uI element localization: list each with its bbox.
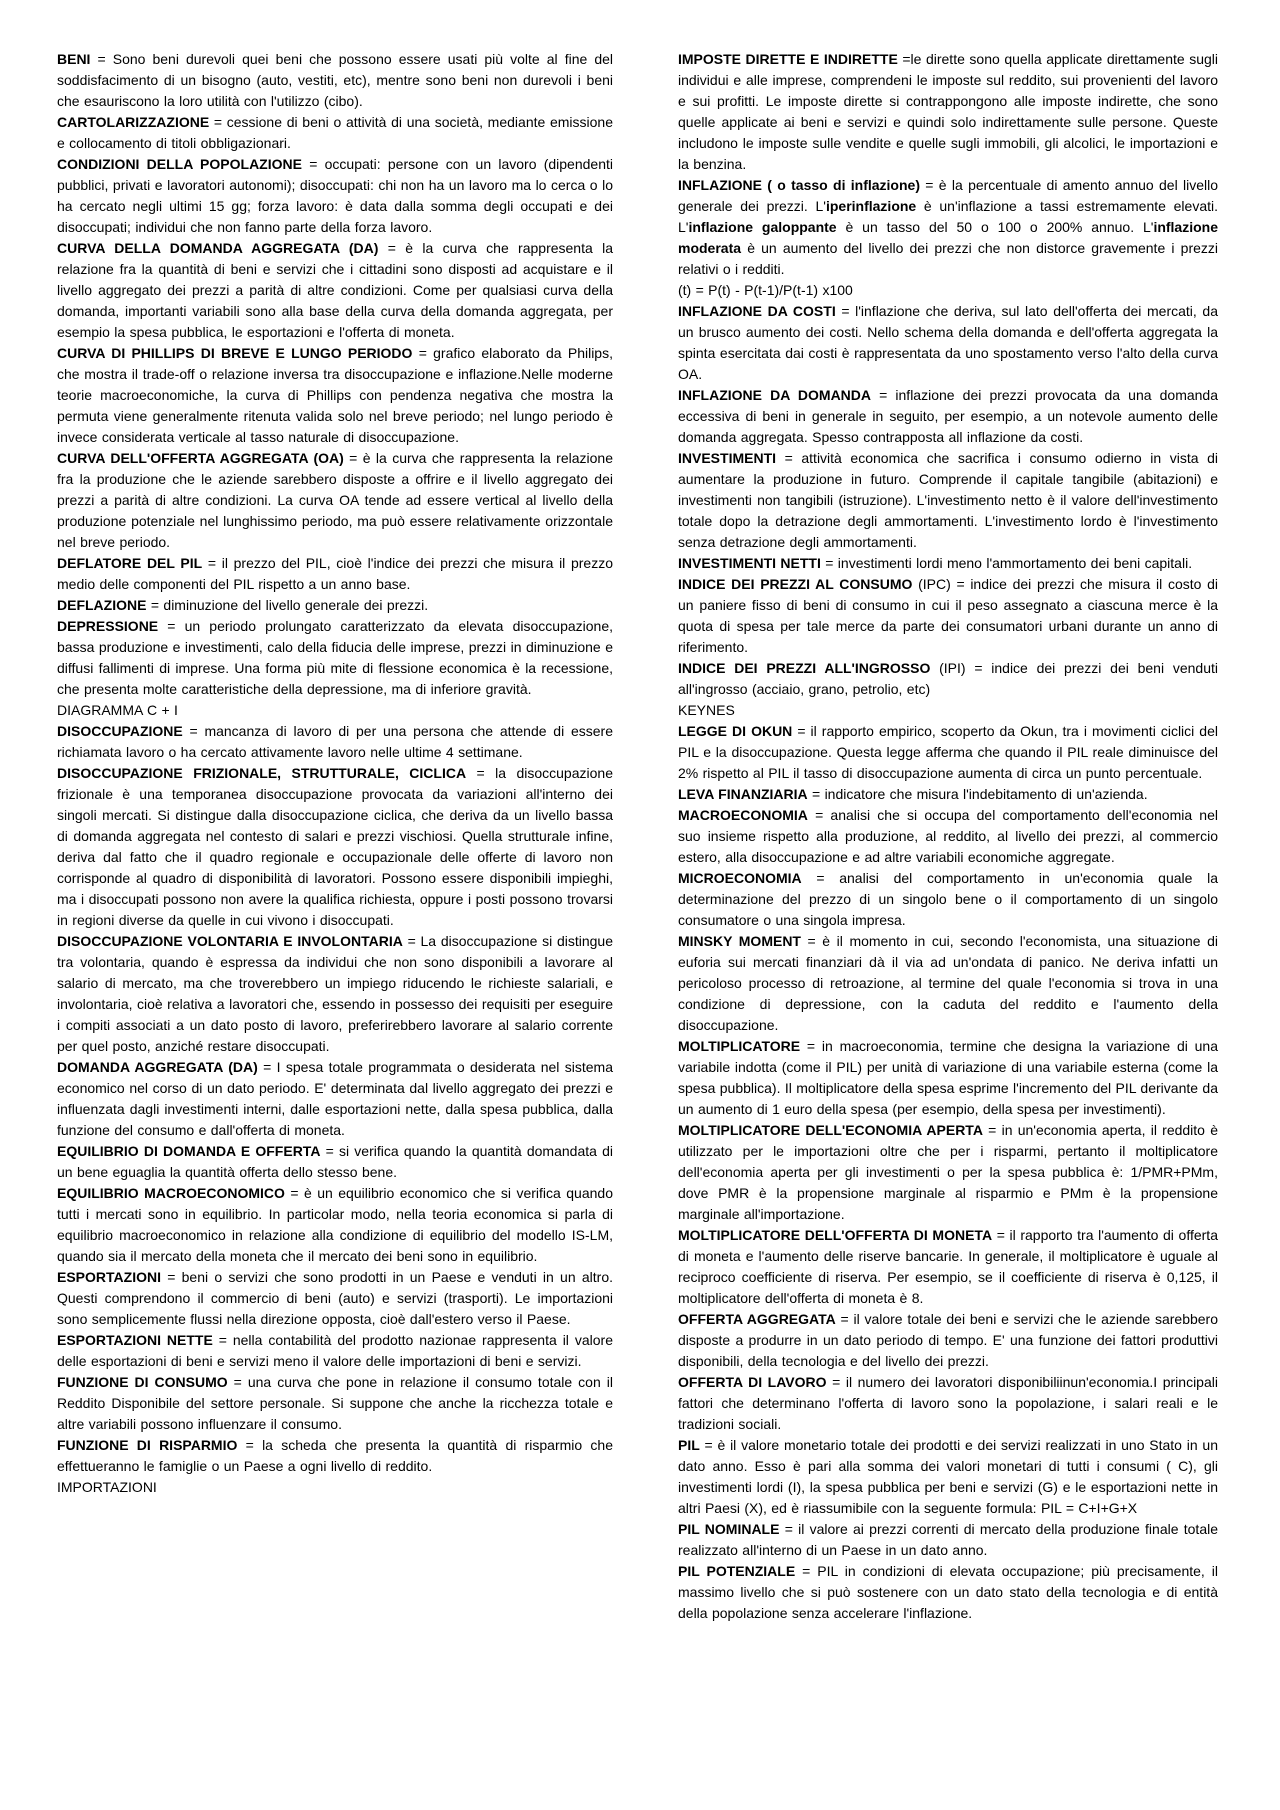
glossary-entry: FUNZIONE DI CONSUMO = una curva che pone in relazione il consumo totale con il Reddito Disponibile del settore personale. Si suppone che anche la ricchezza totale e altre variabili possono influenzare il consumo. [57,1374,613,1432]
glossary-term: INDICE DEI PREZZI ALL'INGROSSO [678,660,931,676]
glossary-term: EQUILIBRIO DI DOMANDA E OFFERTA [57,1143,321,1159]
glossary-entry: INVESTIMENTI NETTI = investimenti lordi meno l'ammortamento dei beni capitali. [678,555,1193,571]
glossary-term: DISOCCUPAZIONE [57,723,183,739]
glossary-entry: MINSKY MOMENT = è il momento in cui, secondo l'economista, una situazione di euforia sui mercati finanziari dà il via ad un'ondata di panico. Ne deriva infatti un pericoloso processo di retroazione, al termine del quale l'economia si trova in una condizione di depressione, con la caduta del reddito e l'aumento della disoccupazione. [678,933,1218,1033]
glossary-entry: ESPORTAZIONI NETTE = nella contabilità del prodotto nazionae rappresenta il valore delle esportazioni di beni e servizi meno il valore delle importazioni di beni e servizi. [57,1332,613,1369]
glossary-page [57,49,1218,1624]
glossary-entry: PIL NOMINALE = il valore ai prezzi correnti di mercato della produzione finale totale realizzato all'interno di un Paese in un dato anno. [678,1521,1219,1558]
glossary-term: DOMANDA AGGREGATA (DA) [57,1059,258,1075]
glossary-entry: LEVA FINANZIARIA = indicatore che misura l'indebitamento di un'azienda. [678,786,1148,802]
glossary-entry: DISOCCUPAZIONE FRIZIONALE, STRUTTURALE, CICLICA = la disoccupazione frizionale è una temporanea disoccupazione provocata da variazioni all'interno dei singoli mercati. Si distingue dalla disoccupazione ciclica, che deriva da un livello bassa di domanda aggregata nel contesto di salari e prezzi vischiosi. Quella strutturale infine, deriva dal fatto che il quadro regionale e occupazionale delle offerte di lavoro non corrisponde al quadro di disponibilità di lavoratori. Possono essere disponibili impieghi, ma i disoccupati possono non avere la qualifica richiesta, oppure i posti possono trovarsi in regioni diverse da quelle in cui vivono i disoccupati. [57,765,613,928]
glossary-term: INVESTIMENTI NETTI [678,555,821,571]
glossary-term: iperinflazione [825,198,917,214]
glossary-term: DISOCCUPAZIONE VOLONTARIA E INVOLONTARIA [57,933,403,949]
glossary-term: MINSKY MOMENT [678,933,801,949]
glossary-term: OFFERTA AGGREGATA [678,1311,836,1327]
glossary-term: LEGGE DI OKUN [678,723,793,739]
glossary-entry: PIL POTENZIALE = PIL in condizioni di elevata occupazione; più precisamente, il massimo livello che si può sostenere con un dato stato della tecnologia e di entità della popolazione senza accelerare l'inflazione. [678,1563,1218,1621]
glossary-entry: EQUILIBRIO MACROECONOMICO = è un equilibrio economico che si verifica quando tutti i mercati sono in equilibrio. In particolar modo, nella teoria economica si parla di equilibrio macroeconomico in relazione alla condizione di equilibrio del modello IS-LM, quando sia il mercato della moneta che il mercato dei beni sono in equilibrio. [57,1185,613,1264]
glossary-term: CURVA DELLA DOMANDA AGGREGATA (DA) [57,240,379,256]
glossary-entry: IMPOSTE DIRETTE E INDIRETTE =le dirette sono quella applicate direttamente sugli individui e alle imprese, comprendeni le imposte sul reddito, sui provenienti del lavoro e sui profitti. Le imposte dirette si contrappongono alle imposte indirette, che sono quelle applicate ai beni e servizi e quindi solo indirettamente sulle persone. Queste includono le imposte sulle vendite e quelle sugli immobili, gli alcolici, le importazioni e la benzina. [678,51,1218,172]
glossary-term: DEFLATORE DEL PIL [57,555,203,571]
glossary-entry: MOLTIPLICATORE DELL'ECONOMIA APERTA = in un'economia aperta, il reddito è utilizzato per le importazioni oltre che per i risparmi, pertanto il moltiplicatore dell'economia aperta per gli investimenti o per la spesa pubblica è: 1/PMR+PMm, dove PMR è la propensione marginale al risparmio e PMm è la propensione marginale all'importazione. [678,1122,1218,1222]
glossary-entry: CURVA DELL'OFFERTA AGGREGATA (OA) = è la curva che rappresenta la relazione fra la produzione che le aziende sarebbero disposte a offrire e il livello aggregato dei prezzi a parità di altre condizioni. La curva OA tende ad essere vertical al livello della produzione potenziale nel lunghissimo periodo, ma può essere relativamente orizzontale nel breve periodo. [57,450,613,550]
glossary-term: INDICE DEI PREZZI AL CONSUMO [678,576,913,592]
glossary-entry: FUNZIONE DI RISPARMIO = la scheda che presenta la quantità di risparmio che effettueranno le famiglie o un Paese a ogni livello di reddito. [57,1437,613,1474]
glossary-term: INFLAZIONE ( o tasso di inflazione) [678,177,920,193]
glossary-entry: INDICE DEI PREZZI ALL'INGROSSO (IPI) = indice dei prezzi dei beni venduti all'ingrosso (acciaio, grano, petrolio, etc) [678,660,1218,697]
glossary-entry: INVESTIMENTI = attività economica che sacrifica i consumo odierno in vista di aumentare la produzione in futuro. Comprende il capitale tangibile (abitazioni) e investimenti non tangibili (istruzione). L'investimento netto è il valore dell'investimento totale dopo la detrazione degli ammortamenti. L'investimento lordo è l'investimento senza detrazione degli ammortamenti. [678,450,1218,550]
glossary-term: MOLTIPLICATORE DELL'ECONOMIA APERTA [678,1122,983,1138]
glossary-term: ESPORTAZIONI [57,1269,161,1285]
glossary-entry: MOLTIPLICATORE DELL'OFFERTA DI MONETA = il rapporto tra l'aumento di offerta di moneta e l'aumento delle riserve bancarie. In generale, il moltiplicatore è uguale al reciproco coefficiente di riserva. Per esempio, se il coefficiente di riserva è 0,125, il moltiplicatore dell'offerta di moneta è 8. [678,1227,1218,1306]
glossary-entry: DIAGRAMMA C + I [57,702,178,718]
glossary-column-right [678,49,1218,1624]
glossary-term: DEFLAZIONE [57,597,147,613]
glossary-entry: DEFLAZIONE = diminuzione del livello generale dei prezzi. [57,597,429,613]
glossary-column-left [57,49,613,1624]
glossary-entry: DEPRESSIONE = un periodo prolungato caratterizzato da elevata disoccupazione, bassa produzione e investimenti, calo della fiducia delle imprese, prezzi in diminuzione e diffusi fallimenti di imprese. Una forma più mite di flessione economica è la recessione, che presenta molte caratteristiche della depressione, ma di inferiore gravità. [57,618,613,697]
glossary-term: INFLAZIONE DA COSTI [678,303,836,319]
glossary-entry: CONDIZIONI DELLA POPOLAZIONE = occupati: persone con un lavoro (dipendenti pubblici, privati e lavoratori autonomi); disoccupati: chi non ha un lavoro ma lo cerca o lo ha cercato negli ultimi 15 gg; forza lavoro: è data dalla somma degli occupati e dei disoccupati; individui che non fanno parte della forza lavoro. [57,156,613,235]
glossary-entry: MICROECONOMIA = analisi del comportamento in un'economia quale la determinazione del prezzo di un singolo bene o il comportamento di un singolo consumatore o una singola impresa. [678,870,1218,928]
glossary-term: LEVA FINANZIARIA [678,786,808,802]
glossary-term: EQUILIBRIO MACROECONOMICO [57,1185,285,1201]
glossary-term: PIL NOMINALE [678,1521,780,1537]
glossary-term: MICROECONOMIA [678,870,802,886]
glossary-entry: INDICE DEI PREZZI AL CONSUMO (IPC) = indice dei prezzi che misura il costo di un paniere fisso di beni di consumo in cui il peso assegnato a ciascuna merce è la quota di spesa per tale merce da parte dei consumatori urbani durante un anno di riferimento. [678,576,1218,655]
glossary-term: DISOCCUPAZIONE FRIZIONALE, STRUTTURALE, CICLICA [57,765,467,781]
glossary-entry: INFLAZIONE DA DOMANDA = inflazione dei prezzi provocata da una domanda eccessiva di beni in generale in seguito, per esempio, a un notevole aumento delle domanda aggregata. Spesso contrapposta all inflazione da costi. [678,387,1219,445]
glossary-entry: KEYNES [678,702,735,718]
glossary-term: INFLAZIONE DA DOMANDA [678,387,872,403]
glossary-term: OFFERTA DI LAVORO [678,1374,827,1390]
glossary-term: FUNZIONE DI CONSUMO [57,1374,228,1390]
glossary-term: inflazione moderata [678,219,1218,256]
glossary-entry: LEGGE DI OKUN = il rapporto empirico, scoperto da Okun, tra i movimenti ciclici del PIL e la disoccupazione. Questa legge afferma che quando il PIL reale diminuisce del 2% rispetto al PIL il tasso di disoccupazione aumenta di circa un punto percentuale. [678,723,1218,781]
glossary-entry: OFFERTA DI LAVORO = il numero dei lavoratori disponibiliinun'economia.I principali fattori che determinano l'offerta di lavoro sono la popolazione, i salari reali e le tradizioni sociali. [678,1374,1218,1432]
glossary-term: DEPRESSIONE [57,618,159,634]
glossary-term: CARTOLARIZZAZIONE [57,114,210,130]
glossary-term: PIL POTENZIALE [678,1563,796,1579]
glossary-term: MACROECONOMIA [678,807,808,823]
glossary-entry: DISOCCUPAZIONE = mancanza di lavoro di per una persona che attende di essere richiamata lavoro o ha cercato attivamente lavoro nelle ultime 4 settimane. [57,723,613,760]
glossary-entry: MOLTIPLICATORE = in macroeconomia, termine che designa la variazione di una variabile indotta (come il PIL) per unità di variazione di una variabile esterna (come la spesa pubblica). Il moltiplicatore della spesa esprime l'incremento del PIL derivante da un aumento di 1 euro della spesa (per esempio, della spesa per investimenti). [678,1038,1218,1117]
glossary-entry: CARTOLARIZZAZIONE = cessione di beni o attività di una società, mediante emissione e collocamento di titoli obbligazionari. [57,114,613,151]
glossary-entry: MACROECONOMIA = analisi che si occupa del comportamento dell'economia nel suo insieme rispetto alla produzione, al reddito, al livello dei prezzi, al commercio estero, alla disoccupazione e ad altre variabili economiche aggregate. [678,807,1218,865]
glossary-term: MOLTIPLICATORE DELL'OFFERTA DI MONETA [678,1227,993,1243]
glossary-entry: INFLAZIONE DA COSTI = l'inflazione che deriva, sul lato dell'offerta dei mercati, da un brusco aumento dei costi. Nello schema della domanda e dell'offerta aggregata la spinta esercitata dai costi è rappresentata da uno spostamento verso l'alto della curva OA. [678,303,1218,382]
glossary-entry: PIL = è il valore monetario totale dei prodotti e dei servizi realizzati in uno Stato in un dato anno. Esso è pari alla somma dei valori monetari di tutti i consumi ( C), gli investimenti lordi (I), la spesa pubblica per beni e servizi (G) e le esportazioni nette in altri Paesi (X), ed è riassumibile con la seguente formula: PIL = C+I+G+X [678,1437,1218,1516]
glossary-term: IMPOSTE DIRETTE E INDIRETTE [678,51,898,67]
glossary-entry: EQUILIBRIO DI DOMANDA E OFFERTA = si verifica quando la quantità domandata di un bene eguaglia la quantità offerta dello stesso bene. [57,1143,613,1180]
glossary-entry: CURVA DI PHILLIPS DI BREVE E LUNGO PERIODO = grafico elaborato da Philips, che mostra il trade-off o relazione inversa tra disoccupazione e inflazione.Nelle moderne teorie macroeconomiche, la curva di Phillips con pendenza negativa che mostra la permuta viene generalmente ritenuta valida solo nel breve periodo; nel lungo periodo è invece considerata verticale al tasso naturale di disoccupazione. [57,345,613,445]
glossary-term: MOLTIPLICATORE [678,1038,801,1054]
glossary-entry: OFFERTA AGGREGATA = il valore totale dei beni e servizi che le aziende sarebbero disposte a produrre in un dato periodo di tempo. E' una funzione dei fattori produttivi disponibili, della tecnologia e del livello dei prezzi. [678,1311,1219,1369]
glossary-term: INVESTIMENTI [678,450,777,466]
glossary-entry: DISOCCUPAZIONE VOLONTARIA E INVOLONTARIA = La disoccupazione si distingue tra volontaria, quando è espressa da individui che non sono disponibili a lavorare al salario di mercato, ma che troverebbero un impiego riducendo le richieste salariali, e involontaria, cioè relativa a lavoratori che, essendo in possesso dei requisiti per eseguire i compiti associati a un dato posto di lavoro, preferirebbero lavorare al salario corrente per quel posto, anziché restare disoccupati. [57,933,613,1054]
glossary-entry: (t) = P(t) - P(t-1)/P(t-1) x100 [678,282,853,298]
glossary-term: BENI [57,51,91,67]
glossary-entry: IMPORTAZIONI [57,1479,157,1495]
glossary-term: CURVA DI PHILLIPS DI BREVE E LUNGO PERIODO [57,345,413,361]
glossary-term: CURVA DELL'OFFERTA AGGREGATA (OA) [57,450,344,466]
glossary-entry: DOMANDA AGGREGATA (DA) = I spesa totale programmata o desiderata nel sistema economico nel corso di un dato periodo. E' determinata dal livello aggregato dei prezzi e influenzata dagli investimenti interni, dalle esportazioni nette, dalla spesa pubblica, dalla funzione del consumo e dall'offerta di moneta. [57,1059,613,1138]
glossary-entry: INFLAZIONE ( o tasso di inflazione) = è la percentuale di amento annuo del livello generale dei prezzi. L'iperinflazione è un'inflazione a tassi estremamente elevati. L'inflazione galoppante è un tasso del 50 o 100 o 200% annuo. L'inflazione moderata è un aumento del livello dei prezzi che non distorce gravemente i prezzi relativi o i redditi. [678,177,1219,277]
glossary-term: inflazione galoppante [688,219,837,235]
glossary-entry: CURVA DELLA DOMANDA AGGREGATA (DA) = è la curva che rappresenta la relazione fra la quantità di beni e servizi che i cittadini sono disposti ad acquistare e il livello aggregato dei prezzi a parità di altre condizioni. Come per qualsiasi curva della domanda, importanti variabili sono alla base della curva della domanda aggregata, per esempio la spesa pubblica, le esportazioni e l'offerta di moneta. [57,240,613,340]
glossary-term: CONDIZIONI DELLA POPOLAZIONE [57,156,302,172]
glossary-entry: ESPORTAZIONI = beni o servizi che sono prodotti in un Paese e venduti in un altro. Questi comprendono il commercio di beni (auto) e servizi (trasporti). Le importazioni sono semplicemente flussi nella direzione opposta, cioè dall'estero verso il Paese. [57,1269,613,1327]
glossary-term: ESPORTAZIONI NETTE [57,1332,213,1348]
glossary-entry: DEFLATORE DEL PIL = il prezzo del PIL, cioè l'indice dei prezzi che misura il prezzo medio delle componenti del PIL rispetto a un anno base. [57,555,613,592]
glossary-term: PIL [678,1437,700,1453]
glossary-term: FUNZIONE DI RISPARMIO [57,1437,238,1453]
glossary-entry: BENI = Sono beni durevoli quei beni che possono essere usati più volte al fine del soddisfacimento di un bisogno (auto, vestiti, etc), mentre sono beni non durevoli i beni che esauriscono la loro utilità con l'utilizzo (cibo). [57,51,613,109]
